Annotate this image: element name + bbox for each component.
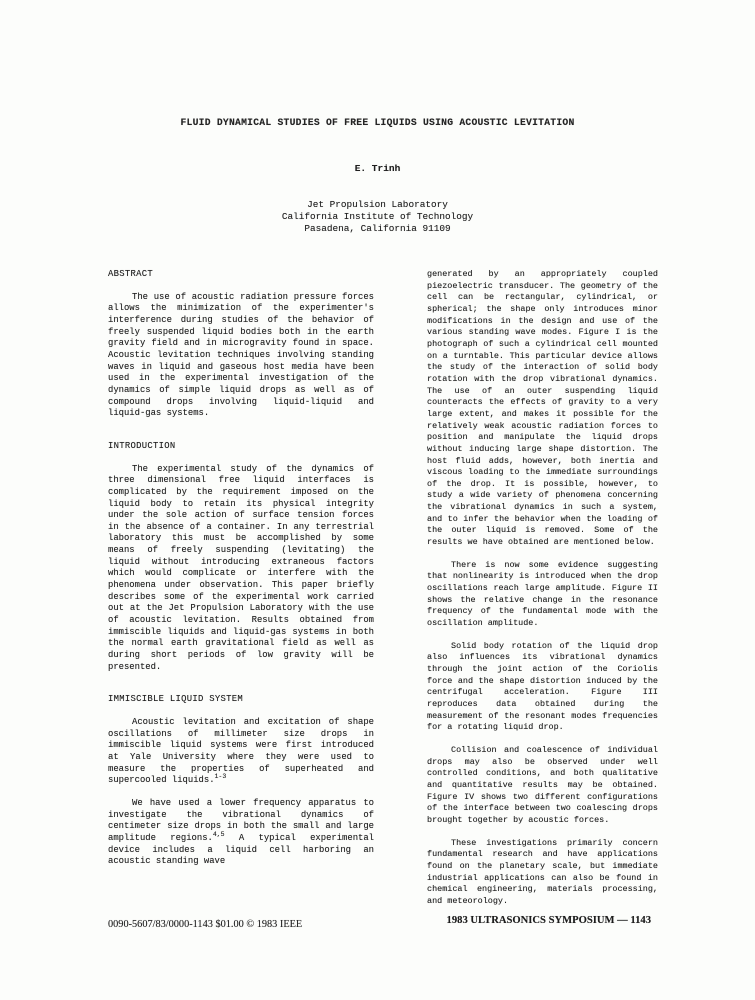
- body-paragraph: These investigations primarily concern fundamental research and have applications found on the planetary scale, but immediate industrial applications can also be found in chemical engineering, materials processing, and meteorology.: [427, 837, 658, 906]
- paragraph-text: A typical experimental device includes a liquid cell harboring an acoustic standing wave: [108, 832, 374, 867]
- introduction-paragraph: The experimental study of the dynamics of three dimensional free liquid interfaces is complicated by the requirement imposed on the liquid body to retain its physical integrity under the sole action of surface tension forces in the absence of a container. In any terrestrial laboratory this must be accomplished by some means of freely suspending (levitating) the liquid without introducing extraneous factors which would complicate or interfere with the phenomena under observation. This paper briefly describes some of the experimental work carried out at the Jet Propulsion Laboratory with the use of acoustic levitation. Results obtained from immiscible liquids and liquid-gas systems in both the normal earth gravitational field as well as during short periods of low gravity will be presented.: [108, 463, 374, 672]
- immiscible-paragraph-2: [108, 798, 374, 868]
- author-name: E. Trinh: [354, 163, 401, 174]
- body-paragraph: There is now some evidence suggesting that nonlinearity is introduced when the drop oscillations reach large amplitude. Figure II shows the relative change in the resonance frequency of the fundamental mode with the oscillation amplitude.: [427, 559, 658, 629]
- paragraph-text: We have used a lower frequency apparatus to investigate the vibrational dynamics of centimeter size drops in both the small and large amplitude regions.: [108, 797, 374, 843]
- immiscible-paragraph-1: [108, 717, 374, 787]
- abstract-paragraph: The use of acoustic radiation pressure forces allows the minimization of the experimenter's interference during studies of the behavior of freely suspended liquid bodies both in the earth gravity field and in microgravity found in space. Acoustic levitation techniques involving standing waves in liquid and gaseous host media have been used in the experimental investigation of the dynamics of simple liquid drops as well as of compound drops involving liquid-liquid and liquid-gas systems.: [108, 291, 374, 419]
- affiliation-line-2: California Institute of Technology: [281, 211, 474, 222]
- paper-title: FLUID DYNAMICAL STUDIES OF FREE LIQUIDS USING ACOUSTIC LEVITATION: [180, 117, 575, 128]
- body-paragraph: Solid body rotation of the liquid drop also influences its vibrational dynamics through the joint action of the Coriolis force and the shape distortion induced by the centrifugal acceleration. Figure III reproduces data obtained during the measurement of the resonant modes frequencies for a rotating liquid drop.: [427, 640, 658, 733]
- immiscible-section-heading: IMMISCIBLE LIQUID SYSTEM: [108, 694, 244, 705]
- affiliation-line-3: Pasadena, California 91109: [304, 223, 451, 234]
- body-paragraph: Collision and coalescence of individual drops may also be observed under well controlled conditions, and both qualitative and quantitative results may be obtained. Figure IV shows two different configurations of the interface between two coalescing drops brought together by acoustic forces.: [427, 744, 658, 825]
- introduction-heading: INTRODUCTION: [108, 440, 176, 451]
- paragraph-text: Acoustic levitation and excitation of shape oscillations of millimeter size drops in immiscible liquid systems were first introduced at Yale University where they were used to measure the properties of superheated and supercooled liquids.: [108, 717, 374, 786]
- symposium-page-line: 1983 ULTRASONICS SYMPOSIUM — 1143: [446, 915, 651, 926]
- right-column: [427, 269, 658, 918]
- copyright-issn-line: 0090-5607/83/0000-1143 $01.00 © 1983 IEEE: [108, 919, 303, 930]
- citation-superscript: 1-3: [214, 773, 227, 781]
- affiliation-block: [0, 199, 755, 235]
- abstract-heading: ABSTRACT: [108, 269, 154, 279]
- citation-superscript: 4,5: [212, 830, 225, 838]
- left-column: [108, 269, 374, 879]
- body-paragraph-continuation: generated by an appropriately coupled piezoelectric transducer. The geometry of the cell can be rectangular, cylindrical, or spherical; the shape only introduces minor modifications in the design and use of the various standing wave modes. Figure I is the photograph of such a cylindrical cell mounted on a turntable. This particular device allows the study of the interaction of solid body rotation with the drop vibrational dynamics. The use of an outer suspending liquid counteracts the effects of gravity to a very large extent, and makes it possible for the relatively weak acoustic radiation forces to position and manipulate the liquid drops without inducing large shape distortion. The host fluid adds, however, both inertia and viscous loading to the immediate surroundings of the drop. It is possible, however, to study a wide variety of phenomena concerning the vibrational dynamics in such a system, and to infer the behavior when the loading of the outer liquid is removed. Some of the results we have obtained are mentioned below.: [427, 269, 658, 548]
- affiliation-line-1: Jet Propulsion Laboratory: [307, 199, 448, 210]
